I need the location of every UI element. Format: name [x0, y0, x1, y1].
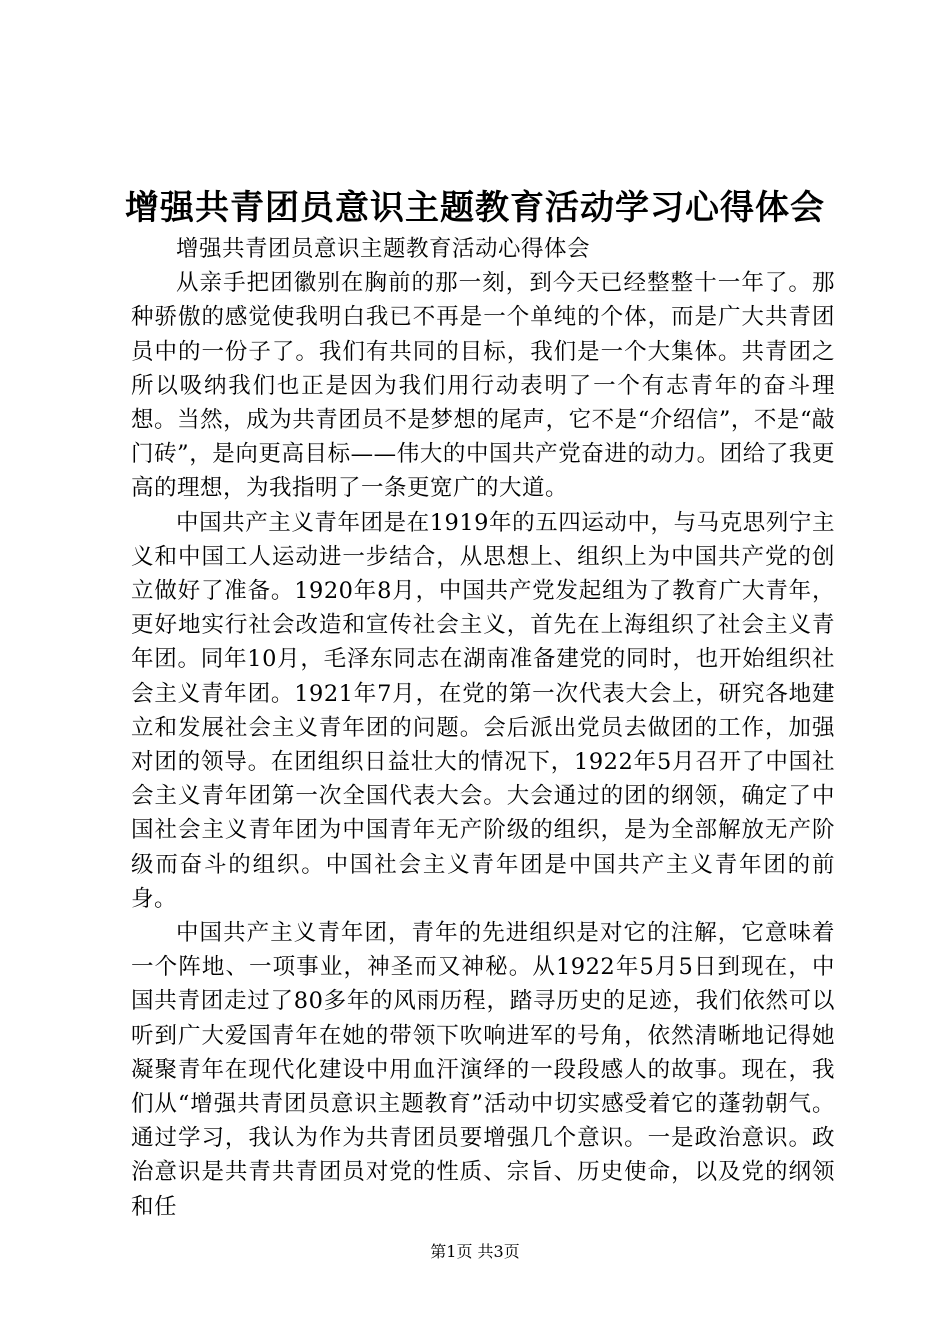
- document-subtitle: 增强共青团员意识主题教育活动心得体会: [176, 236, 591, 262]
- paragraph-1: 从亲手把团徽别在胸前的那一刻，到今天已经整整十一年了。那种骄傲的感觉使我明白我已不再是一个单纯的个体，而是广大共青团员中的一份子了。我们有共同的目标，我们是一个大集体。共青团之所以吸纳我们也正是因为我们用行动表明了一个有志青年的奋斗理想。当然，成为共青团员不是梦想的尾声，它不是“介绍信”，不是“敲门砖”，是向更高目标——伟大的中国共产党奋进的动力。团给了我更高的理想，为我指明了一条更宽广的大道。: [131, 270, 835, 502]
- paragraph-2: 中国共产主义青年团是在1919年的五四运动中，与马克思列宁主义和中国工人运动进一步结合，从思想上、组织上为中国共产党的创立做好了准备。1920年8月，中国共产党发起组为了教育广大青年，更好地实行社会改造和宣传社会主义，首先在上海组织了社会主义青年团。同年10月，毛泽东同志在湖南准备建党的同时，也开始组织社会主义青年团。1921年7月，在党的第一次代表大会上，研究各地建立和发展社会主义青年团的问题。会后派出党员去做团的工作，加强对团的领导。在团组织日益壮大的情况下，1922年5月召开了中国社会主义青年团第一次全国代表大会。大会通过的团的纲领，确定了中国社会主义青年团为中国青年无产阶级的组织，是为全部解放无产阶级而奋斗的组织。中国社会主义青年团是中国共产主义青年团的前身。: [131, 509, 835, 912]
- document-title: 增强共青团员意识主题教育活动学习心得体会: [125, 188, 825, 228]
- document-body: [131, 232, 835, 1224]
- paragraph-3: 中国共产主义青年团，青年的先进组织是对它的注解，它意味着一个阵地、一项事业，神圣而又神秘。从1922年5月5日到现在，中国共青团走过了80多年的风雨历程，踏寻历史的足迹，我们依然可以听到广大爱国青年在她的带领下吹响进军的号角，依然清晰地记得她凝聚青年在现代化建设中用血汗演绎的一段段感人的故事。现在，我们从“增强共青团员意识主题教育”活动中切实感受着它的蓬勃朝气。通过学习，我认为作为共青团员要增强几个意识。一是政治意识。政治意识是共青共青团员对党的性质、宗旨、历史使命，以及党的纲领和任: [131, 920, 835, 1220]
- page-number-footer: 第1页 共3页: [430, 1242, 520, 1261]
